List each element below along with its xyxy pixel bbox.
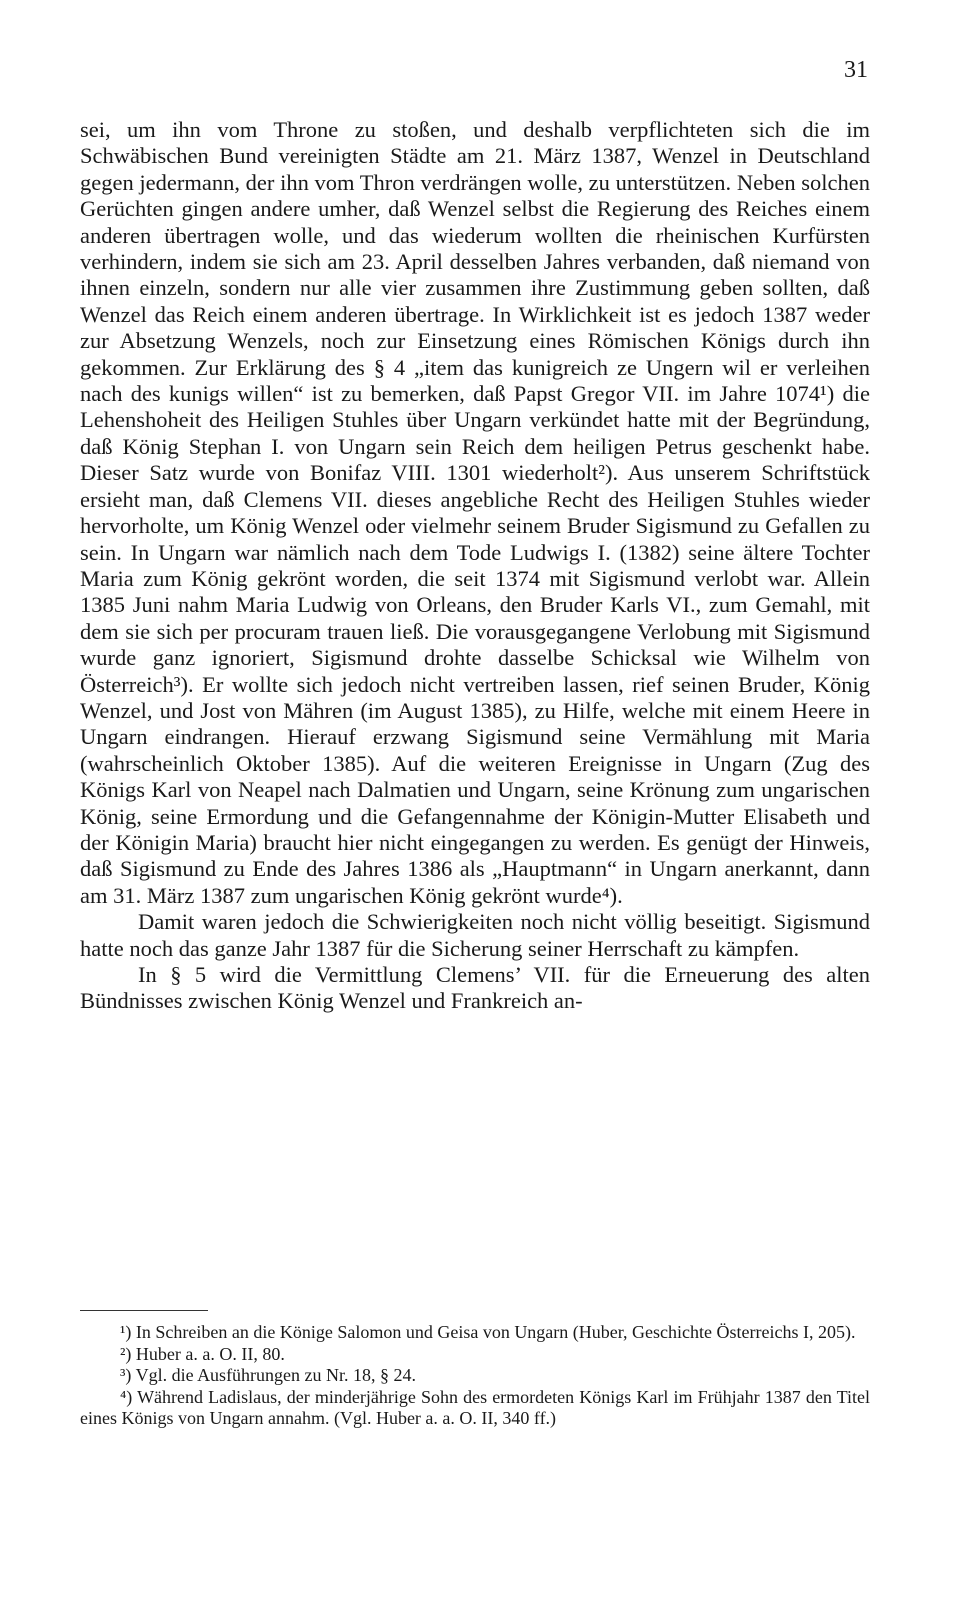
body-paragraph: Damit waren jedoch die Schwierigkeiten noch nicht völlig beseitigt. Sigismund hatte noch das ganze Jahr 1387 für die Sicherung seiner Herrschaft zu kämpfen. — [80, 909, 870, 961]
footnote: ¹) In Schreiben an die Könige Salomon und Geisa von Ungarn (Huber, Geschichte Österreichs I, 205). — [120, 1322, 856, 1342]
footnote: ⁴) Während Ladislaus, der minderjährige Sohn des ermordeten Königs Karl im Frühjahr 1387 den Titel eines Königs von Ungarn annahm. (Vgl. Huber a. a. O. II, 340 ff.) — [80, 1386, 870, 1429]
body-paragraph: sei, um ihn vom Throne zu stoßen, und deshalb verpflichteten sich die im Schwäbischen Bund vereinigten Städte am 21. März 1387, Wenzel in Deutschland gegen jedermann, der ihn vom Thron verdrängen wolle, zu unterstützen. Neben solchen Gerüchten gingen andere umher, daß Wenzel selbst die Regierung des Reiches einem anderen übertragen wolle, und das wiederum wollten die rheinischen Kurfürsten verhindern, indem sie sich am 23. April desselben Jahres verbanden, daß niemand von ihnen einzeln, sondern nur alle vier zusammen ihre Zustimmung geben sollten, daß Wenzel das Reich einem anderen übertrage. In Wirklichkeit ist es jedoch 1387 weder zur Absetzung Wenzels, noch zur Einsetzung eines Römischen Königs durch ihn gekommen. Zur Erklärung des § 4 „item das kunigreich ze Ungern wil er verleihen nach des kunigs willen“ ist zu bemerken, daß Papst Gregor VII. im Jahre 1074¹) die Lehenshoheit des Heiligen Stuhles über Ungarn verkündet hatte mit der Begründung, daß König Stephan I. von Ungarn sein Reich dem heiligen Petrus geschenkt habe. Dieser Satz wurde von Bonifaz VIII. 1301 wiederholt²). Aus unserem Schriftstück ersieht man, daß Clemens VII. dieses angebliche Recht des Heiligen Stuhles wieder hervorholte, um König Wenzel oder vielmehr seinem Bruder Sigismund zu Gefallen zu sein. In Ungarn war nämlich nach dem Tode Ludwigs I. (1382) seine ältere Tochter Maria zum König gekrönt worden, die seit 1374 mit Sigismund verlobt war. Allein 1385 Juni nahm Maria Ludwig von Orleans, den Bruder Karls VI., zum Gemahl, mit dem sie sich per procuram trauen ließ. Die vorausgegangene Verlobung mit Sigismund wurde ganz ignoriert, Sigismund drohte dasselbe Schicksal wie Wilhelm von Österreich³). Er wollte sich jedoch nicht vertreiben lassen, rief seinen Bruder, König Wenzel, und Jost von Mähren (im August 1385), zu Hilfe, welche mit einem Heere in Ungarn eindrangen. Hierauf erzwang Sigismund seine Vermählung mit Maria (wahrscheinlich Oktober 1385). Auf die weiteren Ereignisse in Ungarn (Zug des Königs Karl von Neapel nach Dalmatien und Ungarn, seine Krönung zum ungarischen König, seine Ermordung und die Gefangennahme der Königin-Mutter Elisabeth und der Königin Maria) braucht hier nicht eingegangen zu werden. Es genügt der Hinweis, daß Sigismund zu Ende des Jahres 1386 als „Hauptmann“ in Ungarn anerkannt, dann am 31. März 1387 zum ungarischen König gekrönt wurde⁴). — [80, 117, 870, 908]
body-paragraph: In § 5 wird die Vermittlung Clemens’ VII. für die Erneuerung des alten Bündnisses zwischen König Wenzel und Frankreich an- — [80, 962, 870, 1014]
footnote-divider — [80, 1310, 208, 1311]
footnote: ²) Huber a. a. O. II, 80. — [120, 1343, 285, 1364]
body-text — [80, 117, 870, 1015]
footnote: ³) Vgl. die Ausführungen zu Nr. 18, § 24. — [120, 1365, 417, 1386]
page-number: 31 — [844, 57, 868, 83]
footnotes — [80, 1322, 870, 1430]
